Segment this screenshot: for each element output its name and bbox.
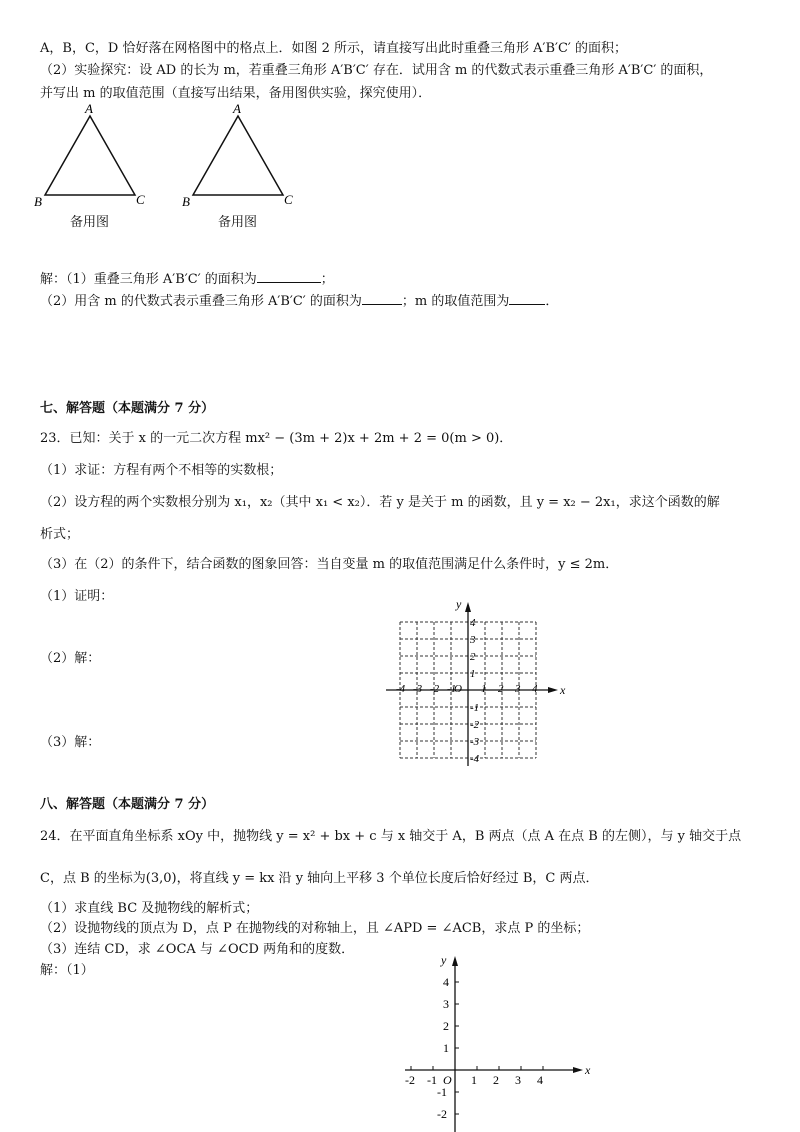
section-8-heading: 八、解答题（本题满分 7 分） [40, 797, 215, 812]
triangle-1-label-c: C [136, 192, 145, 207]
grid-x-tick-label: -3 [413, 683, 423, 695]
grid-coordinate-plane [380, 598, 580, 770]
plot2-x-tick-label: 1 [471, 1073, 477, 1087]
grid-y-tick-label: -2 [470, 719, 480, 731]
plot2-y-tick-label: -2 [437, 1107, 447, 1121]
grid-y-tick-label: 3 [470, 634, 476, 646]
plot2-y-tick-label: 1 [443, 1041, 449, 1055]
plot2-y-tick-label: 3 [443, 997, 449, 1011]
grid-origin-label: O [454, 683, 462, 695]
plot2-y-tick-label: -1 [437, 1085, 447, 1099]
triangle-2-label-c: C [284, 192, 293, 207]
grid-y-tick-label: 2 [470, 651, 476, 663]
plot2-x-tick-label: -1 [427, 1073, 437, 1087]
answer-2-end: ． [545, 294, 559, 309]
q23-part-3: （3）在（2）的条件下，结合函数的图象回答：当自变量 m 的取值范围满足什么条件时，y ≤ 2m． [40, 557, 619, 572]
grid-x-tick-label: 3 [515, 683, 521, 695]
triangle-1-label-a: A [85, 102, 93, 116]
section-7-heading: 七、解答题（本题满分 7 分） [40, 401, 215, 416]
triangle-1-label-b: B [34, 194, 42, 209]
grid-y-axis-label: y [456, 598, 462, 611]
plot2-y-axis-label: y [441, 953, 447, 967]
grid-y-tick-label: -1 [470, 702, 480, 714]
grid-tick-labels [396, 598, 566, 765]
triangle-1-shape [45, 116, 135, 195]
plot2-x-tick-label: -2 [405, 1073, 415, 1087]
plot2-y-tick-label: 2 [443, 1019, 449, 1033]
q24-answer-1: 解：（1） [40, 963, 94, 978]
grid-y-arrow [465, 602, 471, 612]
q23-statement: 23．已知：关于 x 的一元二次方程 mx² − (3m + 2)x + 2m + 2 = 0(m > 0)． [40, 431, 513, 446]
q23-part-1: （1）求证：方程有两个不相等的实数根； [40, 463, 283, 478]
q24-part-3: （3）连结 CD，求 ∠OCA 与 ∠OCD 两角和的度数． [40, 942, 355, 957]
plot2-x-arrow [573, 1067, 583, 1073]
grid-y-tick-label: 4 [470, 617, 476, 629]
triangle-2-label-a: A [233, 102, 241, 116]
answer-2-blank-range[interactable] [509, 292, 545, 305]
answer-line-1 [40, 270, 334, 289]
answer-1-blank[interactable] [257, 270, 321, 283]
q24-part-1: （1）求直线 BC 及抛物线的解析式； [40, 901, 259, 916]
triangle-2-label-b: B [182, 194, 190, 209]
grid-x-tick-label: -1 [447, 683, 457, 695]
grid-x-tick-label: 4 [532, 683, 538, 695]
plot2-origin-label: O [443, 1073, 452, 1087]
grid-x-tick-label: -2 [430, 683, 440, 695]
plot2-tick-labels [405, 953, 591, 1121]
grid-x-axis-label: x [560, 683, 566, 697]
triangle-figure-1 [30, 102, 160, 212]
q23-answer-1: （1）证明： [40, 589, 114, 604]
q23-part-2b: 析式； [40, 527, 80, 542]
answer-2-blank-area[interactable] [362, 292, 402, 305]
answer-1-text: 解：（1）重叠三角形 A′B′C′ 的面积为 [40, 272, 257, 287]
q23-answer-2: （2）解： [40, 651, 101, 666]
q24-statement-1: 24．在平面直角坐标系 xOy 中，抛物线 y = x² + bx + c 与 x 轴交于 A，B 两点（点 A 在点 B 的左侧），与 y 轴交于点 [40, 829, 742, 844]
grid-y-tick-label: 1 [470, 668, 476, 680]
triangle-2-caption: 备用图 [218, 215, 258, 230]
problem-22-text-line-3: 并写出 m 的取值范围（直接写出结果，备用图供实验，探究使用）． [40, 86, 432, 101]
coordinate-plane-2 [405, 940, 595, 1132]
grid-y-tick-label: -3 [470, 736, 480, 748]
plot2-axes [405, 956, 583, 1132]
plot2-y-arrow [452, 956, 458, 966]
triangle-2-shape [193, 116, 283, 195]
q24-part-2: （2）设抛物线的顶点为 D，点 P 在抛物线的对称轴上，且 ∠APD = ∠ACB，求点 P 的坐标； [40, 921, 590, 936]
answer-1-end: ； [320, 272, 334, 287]
answer-line-2 [40, 292, 558, 311]
q23-answer-3: （3）解： [40, 735, 101, 750]
q23-part-2a: （2）设方程的两个实数根分别为 x₁，x₂（其中 x₁ < x₂）．若 y 是关于 m 的函数，且 y = x₂ − 2x₁，求这个函数的解 [40, 495, 720, 510]
grid-x-tick-label: 2 [498, 683, 504, 695]
plot2-x-tick-label: 2 [493, 1073, 499, 1087]
plot2-x-tick-label: 4 [537, 1073, 543, 1087]
answer-2-text-range: ；m 的取值范围为 [401, 294, 510, 309]
triangle-1-caption: 备用图 [70, 215, 110, 230]
grid-x-arrow [548, 687, 558, 693]
problem-22-text-line-1: A，B，C，D 恰好落在网格图中的格点上．如图 2 所示，请直接写出此时重叠三角形 A′B′C′ 的面积； [40, 41, 627, 56]
plot2-x-tick-label: 3 [515, 1073, 521, 1087]
triangle-figure-2 [178, 102, 308, 212]
grid-x-tick-label: -4 [396, 683, 406, 695]
problem-22-text-line-2: （2）实验探究：设 AD 的长为 m，若重叠三角形 A′B′C′ 存在．试用含 m 的代数式表示重叠三角形 A′B′C′ 的面积， [40, 63, 713, 78]
q24-statement-2: C，点 B 的坐标为(3,0)，将直线 y = kx 沿 y 轴向上平移 3 个单位长度后恰好经过 B，C 两点． [40, 871, 599, 886]
answer-2-text: （2）用含 m 的代数式表示重叠三角形 A′B′C′ 的面积为 [40, 294, 362, 309]
plot2-x-axis-label: x [585, 1063, 591, 1077]
grid-y-tick-label: -4 [470, 753, 480, 765]
grid-x-tick-label: 1 [481, 683, 487, 695]
plot2-y-tick-label: 4 [443, 975, 449, 989]
